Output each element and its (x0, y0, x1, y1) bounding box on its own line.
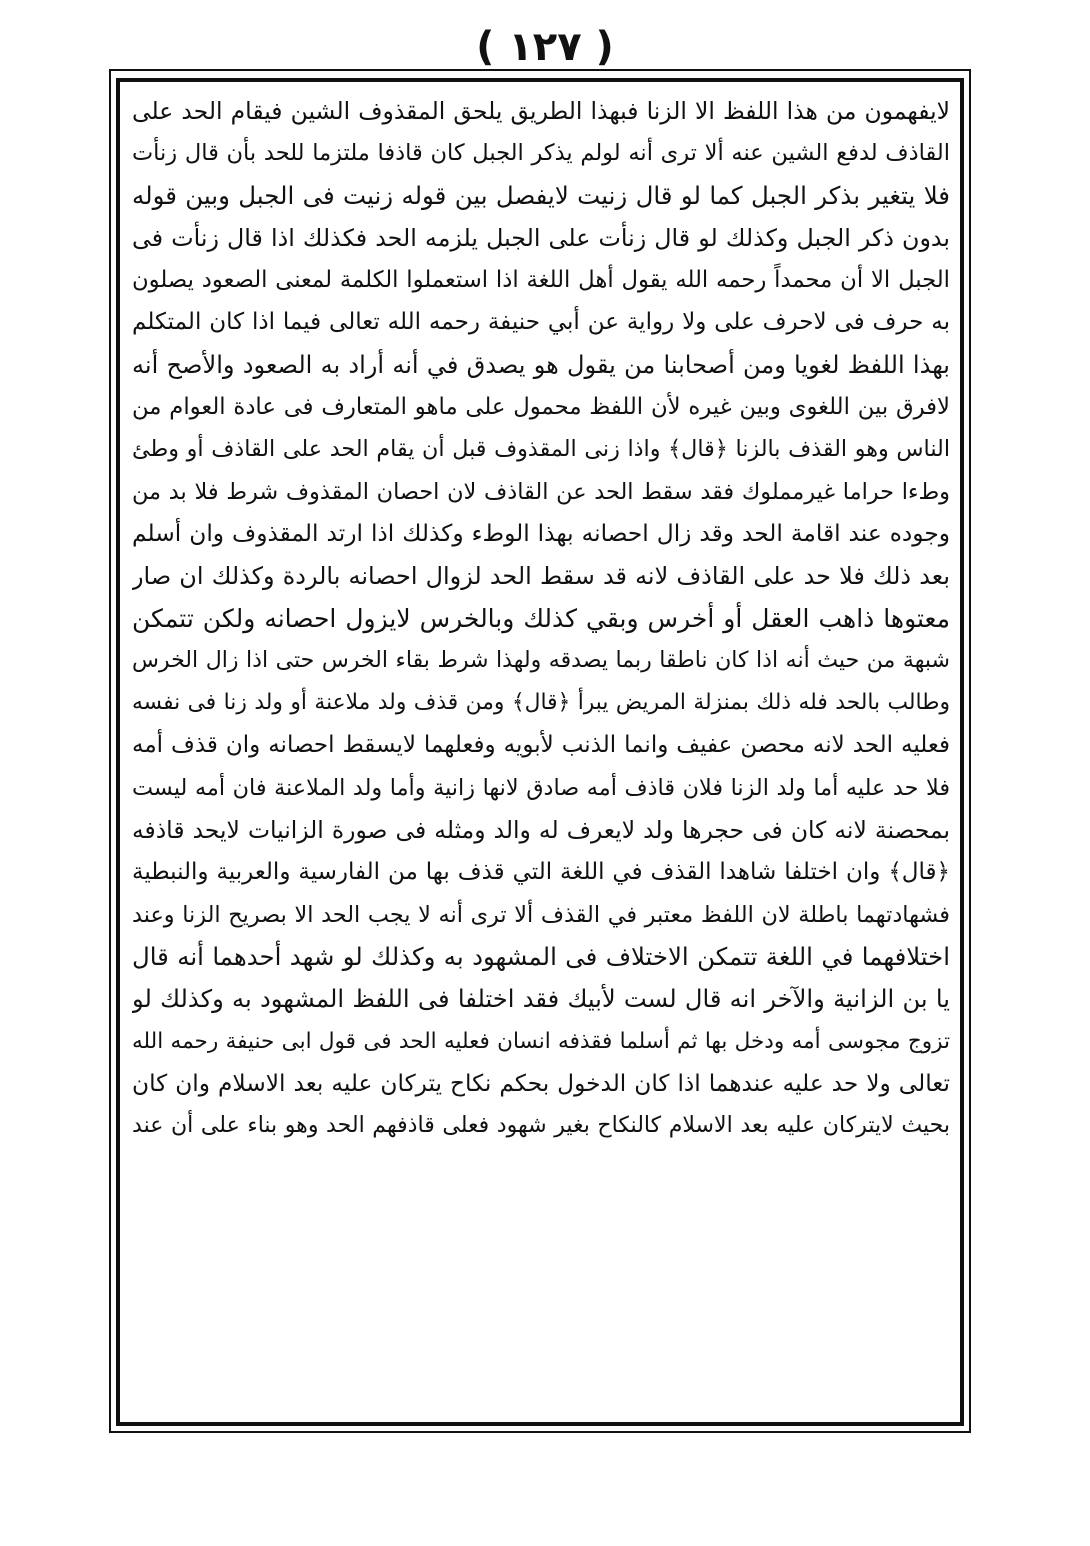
text-line: به حرف فى لاحرف على ولا رواية عن أبي حنيفة رحمه الله تعالى فيما اذا كان المتكلم (132, 309, 950, 336)
text-line: بدون ذكر الجبل وكذلك لو قال زنأت على الجبل يلزمه الحد فكذلك اذا قال زنأت فى (132, 223, 950, 252)
page-number: ( ١٢٧ ) (476, 24, 614, 70)
text-line: اختلافهما في اللغة تتمكن الاختلاف فى المشهود به وكذلك لو شهد أحدهما أنه قال (132, 941, 950, 971)
text-line: لافرق بين اللغوى وبين غيره لأن اللفظ محمول على ماهو المتعارف فى عادة العوام من (132, 394, 950, 421)
text-line: وجوده عند اقامة الحد وقد زال احصانه بهذا الوطء وكذلك اذا ارتد المقذوف وان أسلم (132, 519, 950, 547)
body-text (132, 90, 950, 1420)
text-line: وطالب بالحد فله ذلك بمنزلة المريض يبرأ ﴿قال﴾ ومن قذف ولد ملاعنة أو ولد زنا فى نفسه (132, 690, 950, 716)
text-line: بعد ذلك فلا حد على القاذف لانه قد سقط الحد لزوال احصانه بالردة وكذلك ان صار (132, 562, 950, 591)
text-line: وطءا حراما غيرمملوك فقد سقط الحد عن القاذف لان احصان المقذوف شرط فلا بد من (132, 478, 950, 505)
text-line: بمحصنة لانه كان فى حجرها ولد لايعرف له والد ومثله فى صورة الزانيات لايحد قاذفه (132, 816, 950, 845)
text-line: ﴿قال﴾ وان اختلفا شاهدا القذف في اللغة التي قذف بها من الفارسية والعربية والنبطية (132, 859, 950, 886)
text-line: شبهة من حيث أنه اذا كان ناطقا ربما يصدقه ولهذا شرط بقاء الخرس حتى اذا زال الخرس (132, 647, 950, 673)
text-line: فشهادتهما باطلة لان اللفظ معتبر في القذف ألا ترى أنه لا يجب الحد الا بصريح الزنا وعند (132, 901, 950, 928)
text-line: القاذف لدفع الشين عنه ألا ترى أنه لولم يذكر الجبل كان قاذفا ملتزما للحد بأن قال زنأت (132, 140, 950, 167)
text-line: تعالى ولا حد عليه عندهما اذا كان الدخول بحكم نكاح يتركان عليه بعد الاسلام وان كان (132, 1069, 950, 1097)
text-line: معتوها ذاهب العقل أو أخرس وبقي كذلك وبالخرس لايزول احصانه ولكن تتمكن (132, 603, 950, 633)
text-line: الناس وهو القذف بالزنا ﴿قال﴾ واذا زنى المقذوف قبل أن يقام الحد على القاذف أو وطئ (132, 436, 950, 463)
text-line: فلا يتغير بذكر الجبل كما لو قال زنيت لايفصل بين قوله زنيت فى الجبل وبين قوله (132, 180, 950, 210)
text-line: فلا حد عليه أما ولد الزنا فلان قاذف أمه صادق لانها زانية وأما ولد الملاعنة فان أمه ليست (132, 774, 950, 801)
text-line: فعليه الحد لانه محصن عفيف وانما الذنب لأبويه وفعلهما لايسقط احصانه وان قذف أمه (132, 732, 950, 759)
text-line: الجبل الا أن محمداً رحمه الله يقول أهل اللغة اذا استعملوا الكلمة لمعنى الصعود يصلون (132, 267, 950, 294)
text-line: بهذا اللفظ لغويا ومن أصحابنا من يقول هو يصدق في أنه أراد به الصعود والأصح أنه (132, 350, 950, 379)
text-line: لايفهمون من هذا اللفظ الا الزنا فبهذا الطريق يلحق المقذوف الشين فيقام الحد على (132, 97, 950, 125)
text-line: بحيث لايتركان عليه بعد الاسلام كالنكاح بغير شهود فعلى قاذفهم الحد وهو بناء على أن عند (132, 1113, 950, 1139)
text-line: يا بن الزانية والآخر انه قال لست لأبيك فقد اختلفا فى اللفظ المشهود به وكذلك لو (132, 985, 950, 1014)
text-line: تزوج مجوسى أمه ودخل بها ثم أسلما فقذفه انسان فعليه الحد فى قول ابى حنيفة رحمه الله (132, 1028, 950, 1054)
